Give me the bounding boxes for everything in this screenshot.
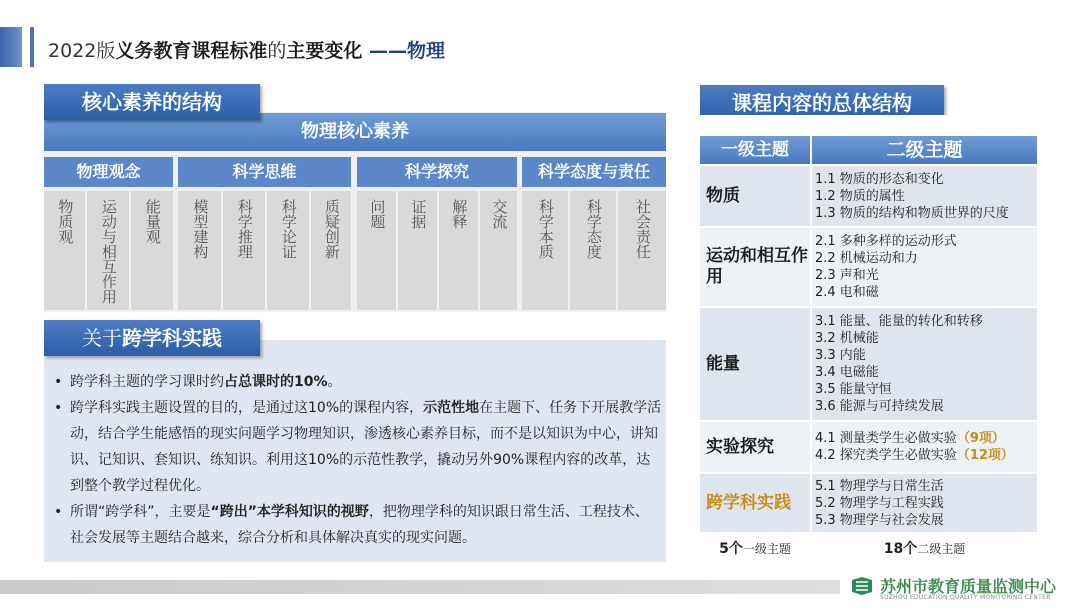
core-item-label: 问题 bbox=[368, 199, 387, 229]
row-subtopics bbox=[812, 166, 1037, 226]
core-item bbox=[311, 191, 351, 310]
bullet-3 bbox=[50, 499, 662, 551]
header-accent-bar bbox=[0, 27, 22, 67]
category-attitude-responsibility: 科学态度与责任 bbox=[522, 157, 666, 187]
summary-level2-count: 18个 bbox=[883, 541, 918, 557]
bullet-2-text: 跨学科实践主题设置的目的，是通过这10%的课程内容， bbox=[70, 400, 424, 416]
subtopic: 3.5 能量守恒 bbox=[815, 382, 892, 397]
row-topic: 能量 bbox=[700, 308, 810, 420]
core-item-label: 能量观 bbox=[143, 199, 162, 244]
category-scientific-inquiry: 科学探究 bbox=[357, 157, 517, 187]
core-item bbox=[131, 191, 173, 310]
core-item bbox=[267, 191, 309, 310]
core-item bbox=[522, 191, 568, 310]
subtopic: 1.3 物质的结构和物质世界的尺度 bbox=[815, 205, 1009, 221]
core-item-label: 科学论证 bbox=[279, 199, 298, 259]
table-row bbox=[700, 422, 1037, 472]
summary-level2-label: 二级主题 bbox=[917, 542, 966, 556]
subtopic-text: 4.1 测量类学生必做实验 bbox=[815, 431, 957, 446]
core-item-label: 科学推理 bbox=[235, 199, 254, 259]
cross-bullets bbox=[50, 369, 662, 551]
subtopic: 3.3 内能 bbox=[815, 348, 866, 363]
core-item bbox=[398, 191, 437, 310]
core-item bbox=[223, 191, 265, 310]
core-tab: 核心素养的结构 bbox=[44, 84, 260, 120]
core-item bbox=[618, 191, 666, 310]
subtopic: 3.4 电磁能 bbox=[815, 365, 879, 380]
summary-level2 bbox=[812, 538, 1037, 558]
table-row bbox=[700, 166, 1037, 226]
col-header-level2: 二级主题 bbox=[812, 136, 1037, 164]
core-item-label: 物质观 bbox=[56, 199, 75, 244]
subtopic: 2.3 声和光 bbox=[815, 268, 879, 283]
core-item-label: 科学本质 bbox=[536, 199, 555, 259]
cross-tab bbox=[44, 320, 260, 356]
subtopic: 1.1 物质的形态和变化 bbox=[815, 171, 944, 187]
bullet-1-bold: 占总课时的10% bbox=[224, 374, 328, 390]
bullet-3-bold: “跨出”本学科知识的视野 bbox=[210, 504, 369, 520]
col-header-level1: 一级主题 bbox=[700, 136, 810, 164]
core-item-label: 证据 bbox=[409, 199, 428, 229]
bullet-2-end: 在主题下、任务下开展教学活动，结合学生能感悟的现实问题学习物理知识，渗透核心素养目标，而不是以知识为中心，讲知识、记知识、套知识、练知识。利用这10%的示范性教学，撬动另外90%课程内容的改革，达到整个教学过程优化。 bbox=[70, 400, 662, 494]
page-title bbox=[48, 36, 445, 63]
core-item bbox=[87, 191, 129, 310]
core-item-label: 交流 bbox=[490, 199, 509, 229]
core-item bbox=[439, 191, 478, 310]
title-year: 2022版 bbox=[48, 40, 116, 62]
table-row bbox=[700, 474, 1037, 532]
bullet-3-end: ，把物理学科的知识跟日常生活、工程技术、社会发展等主题结合越来，综合分析和具体解决真实的现实问题。 bbox=[70, 504, 649, 546]
subtopic: 5.1 物理学与日常生活 bbox=[815, 478, 944, 494]
category-scientific-thinking: 科学思维 bbox=[178, 157, 351, 187]
subtopic: 3.6 能源与可持续发展 bbox=[815, 399, 944, 414]
subtopic bbox=[815, 447, 1037, 464]
bullet-2-bold: 示范性地 bbox=[423, 400, 480, 416]
title-standard: 义务教育课程标准 bbox=[115, 40, 268, 62]
header-accent-line bbox=[30, 27, 34, 67]
title-changes: 主要变化 bbox=[286, 40, 363, 62]
subtopic: 3.2 机械能 bbox=[815, 331, 879, 346]
summary-level1-label: 一级主题 bbox=[742, 542, 791, 556]
bullet-2 bbox=[50, 395, 662, 499]
core-item bbox=[570, 191, 616, 310]
row-subtopics bbox=[812, 474, 1037, 532]
core-item-label: 运动与相互作用 bbox=[99, 199, 118, 304]
core-item bbox=[44, 191, 85, 310]
category-physics-concept: 物理观念 bbox=[44, 157, 173, 187]
bullet-1-end: 。 bbox=[327, 374, 342, 390]
row-subtopics bbox=[812, 228, 1037, 306]
subtopic: 2.1 多种多样的运动形式 bbox=[815, 234, 957, 249]
bullet-1 bbox=[50, 369, 662, 395]
subtopic: 5.2 物理学与工程实践 bbox=[815, 495, 944, 511]
row-topic: 实验探究 bbox=[700, 422, 810, 472]
logo-text: 苏州市教育质量监测中心 bbox=[880, 577, 1057, 596]
logo-subtext: SUZHOU EDUCATION QUALITY MONITORING CENTER bbox=[880, 594, 1051, 601]
bullet-1-text: 跨学科主题的学习课时约 bbox=[70, 374, 224, 390]
subtopic: 5.3 物理学与社会发展 bbox=[815, 512, 944, 528]
title-subject: ——物理 bbox=[362, 40, 446, 62]
table-row bbox=[700, 308, 1037, 420]
core-item-label: 科学态度 bbox=[584, 199, 603, 259]
core-item bbox=[357, 191, 396, 310]
subtopic bbox=[815, 430, 1037, 447]
subtopic: 3.1 能量、能量的转化和转移 bbox=[815, 314, 983, 329]
core-item-label: 质疑创新 bbox=[322, 199, 341, 259]
content-tab: 课程内容的总体结构 bbox=[700, 85, 944, 121]
row-topic: 运动和相互作用 bbox=[700, 228, 810, 306]
core-item bbox=[178, 191, 221, 310]
core-item-label: 模型建构 bbox=[191, 199, 210, 259]
title-de: 的 bbox=[267, 40, 287, 62]
row-topic: 物质 bbox=[700, 166, 810, 226]
subtopic: 2.4 电和磁 bbox=[815, 285, 879, 300]
cross-tab-prefix: 关于 bbox=[82, 326, 122, 350]
table-row bbox=[700, 228, 1037, 306]
summary-level1 bbox=[700, 538, 810, 558]
row-topic: 跨学科实践 bbox=[700, 474, 810, 532]
count-badge: （12项） bbox=[956, 448, 1014, 463]
footer-bar bbox=[0, 580, 840, 594]
summary-level1-count: 5个 bbox=[719, 541, 743, 557]
subtopic: 2.2 机械运动和力 bbox=[815, 251, 918, 266]
subtopic-text: 4.2 探究类学生必做实验 bbox=[815, 448, 957, 463]
core-bar: 物理核心素养 bbox=[44, 113, 666, 151]
subtopic: 1.2 物质的属性 bbox=[815, 188, 905, 204]
core-item bbox=[480, 191, 517, 310]
core-item-label: 社会责任 bbox=[633, 199, 652, 259]
cross-tab-bold: 跨学科实践 bbox=[122, 326, 222, 350]
logo-icon bbox=[850, 576, 874, 596]
count-badge: （9项） bbox=[956, 431, 1005, 446]
row-subtopics bbox=[812, 308, 1037, 420]
row-subtopics bbox=[812, 422, 1037, 472]
core-item-label: 解释 bbox=[450, 199, 469, 229]
bullet-3-text: 所谓“跨学科”，主要是 bbox=[70, 504, 211, 520]
